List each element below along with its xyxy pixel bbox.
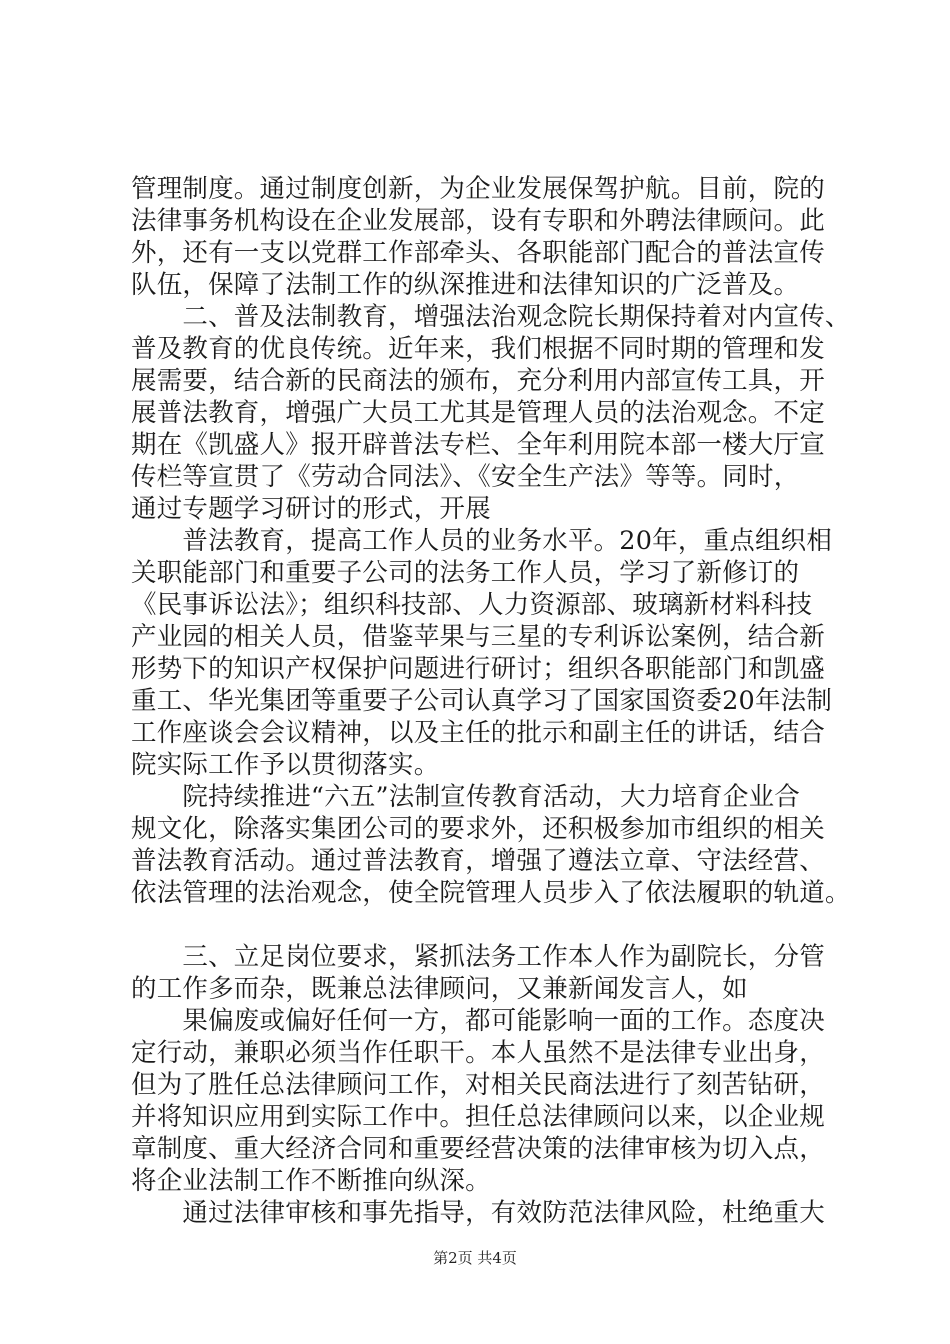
body-text-line: 二、普及法制教育，增强法治观念院长期保持着对内宣传、	[131, 302, 851, 332]
body-text-line: 队伍，保障了法制工作的纵深推进和法律知识的广泛普及。	[131, 270, 800, 300]
body-text-line: 重工、华光集团等重要子公司认真学习了国家国资委20年法制	[131, 686, 833, 716]
body-text-line: 产业园的相关人员，借鉴苹果与三星的专利诉讼案例，结合新	[131, 622, 825, 652]
body-text-line: 管理制度。通过制度创新，为企业发展保驾护航。目前，院的	[131, 174, 825, 204]
body-text-line: 展需要，结合新的民商法的颁布，充分利用内部宣传工具，开	[131, 366, 825, 396]
body-text-line: 普及教育的优良传统。近年来，我们根据不同时期的管理和发	[131, 334, 825, 364]
body-text-line: 普法教育活动。通过普法教育，增强了遵法立章、守法经营、	[131, 846, 825, 876]
body-text-line: 果偏废或偏好任何一方，都可能影响一面的工作。态度决	[131, 1006, 825, 1036]
body-text-line: 法律事务机构设在企业发展部，设有专职和外聘法律顾问。此	[131, 206, 825, 236]
page-footer: 第2页 共4页	[433, 1249, 517, 1267]
body-text-line: 关职能部门和重要子公司的法务工作人员，学习了新修订的	[131, 558, 800, 588]
body-text-line: 将企业法制工作不断推向纵深。	[131, 1166, 491, 1196]
body-text-line: 《民事诉讼法》；组织科技部、人力资源部、玻璃新材料科技	[131, 590, 813, 620]
body-text-line: 的工作多而杂，既兼总法律顾问，又兼新闻发言人，如	[131, 974, 748, 1004]
body-text-line: 但为了胜任总法律顾问工作，对相关民商法进行了刻苦钻研，	[131, 1070, 825, 1100]
body-text-line: 依法管理的法治观念，使全院管理人员步入了依法履职的轨道。	[131, 878, 851, 908]
body-text-line: 定行动，兼职必须当作任职干。本人虽然不是法律专业出身，	[131, 1038, 825, 1068]
body-text-line: 通过专题学习研讨的形式，开展	[131, 494, 491, 524]
body-text-line: 三、立足岗位要求，紧抓法务工作本人作为副院长，分管	[131, 942, 825, 972]
body-text-line: 期在《凯盛人》报开辟普法专栏、全年利用院本部一楼大厅宣	[131, 430, 825, 460]
body-text-line: 院持续推进“六五”法制宣传教育活动，大力培育企业合	[131, 782, 800, 812]
body-text-line: 传栏等宣贯了《劳动合同法》、《安全生产法》等等。同时，	[131, 462, 800, 492]
body-text-line: 工作座谈会会议精神，以及主任的批示和副主任的讲话，结合	[131, 718, 825, 748]
body-text-line: 普法教育，提高工作人员的业务水平。20年，重点组织相	[131, 526, 833, 556]
body-text-line: 通过法律审核和事先指导，有效防范法律风险，杜绝重大	[131, 1198, 825, 1228]
body-text-line: 章制度、重大经济合同和重要经营决策的法律审核为切入点，	[131, 1134, 825, 1164]
body-text-line: 形势下的知识产权保护问题进行研讨；组织各职能部门和凯盛	[131, 654, 825, 684]
body-text-line: 展普法教育，增强广大员工尤其是管理人员的法治观念。不定	[131, 398, 825, 428]
body-text-line: 并将知识应用到实际工作中。担任总法律顾问以来，以企业规	[131, 1102, 825, 1132]
body-text-line: 外，还有一支以党群工作部牵头、各职能部门配合的普法宣传	[131, 238, 825, 268]
body-text-line: 院实际工作予以贯彻落实。	[131, 750, 440, 780]
body-text-line: 规文化，除落实集团公司的要求外，还积极参加市组织的相关	[131, 814, 825, 844]
